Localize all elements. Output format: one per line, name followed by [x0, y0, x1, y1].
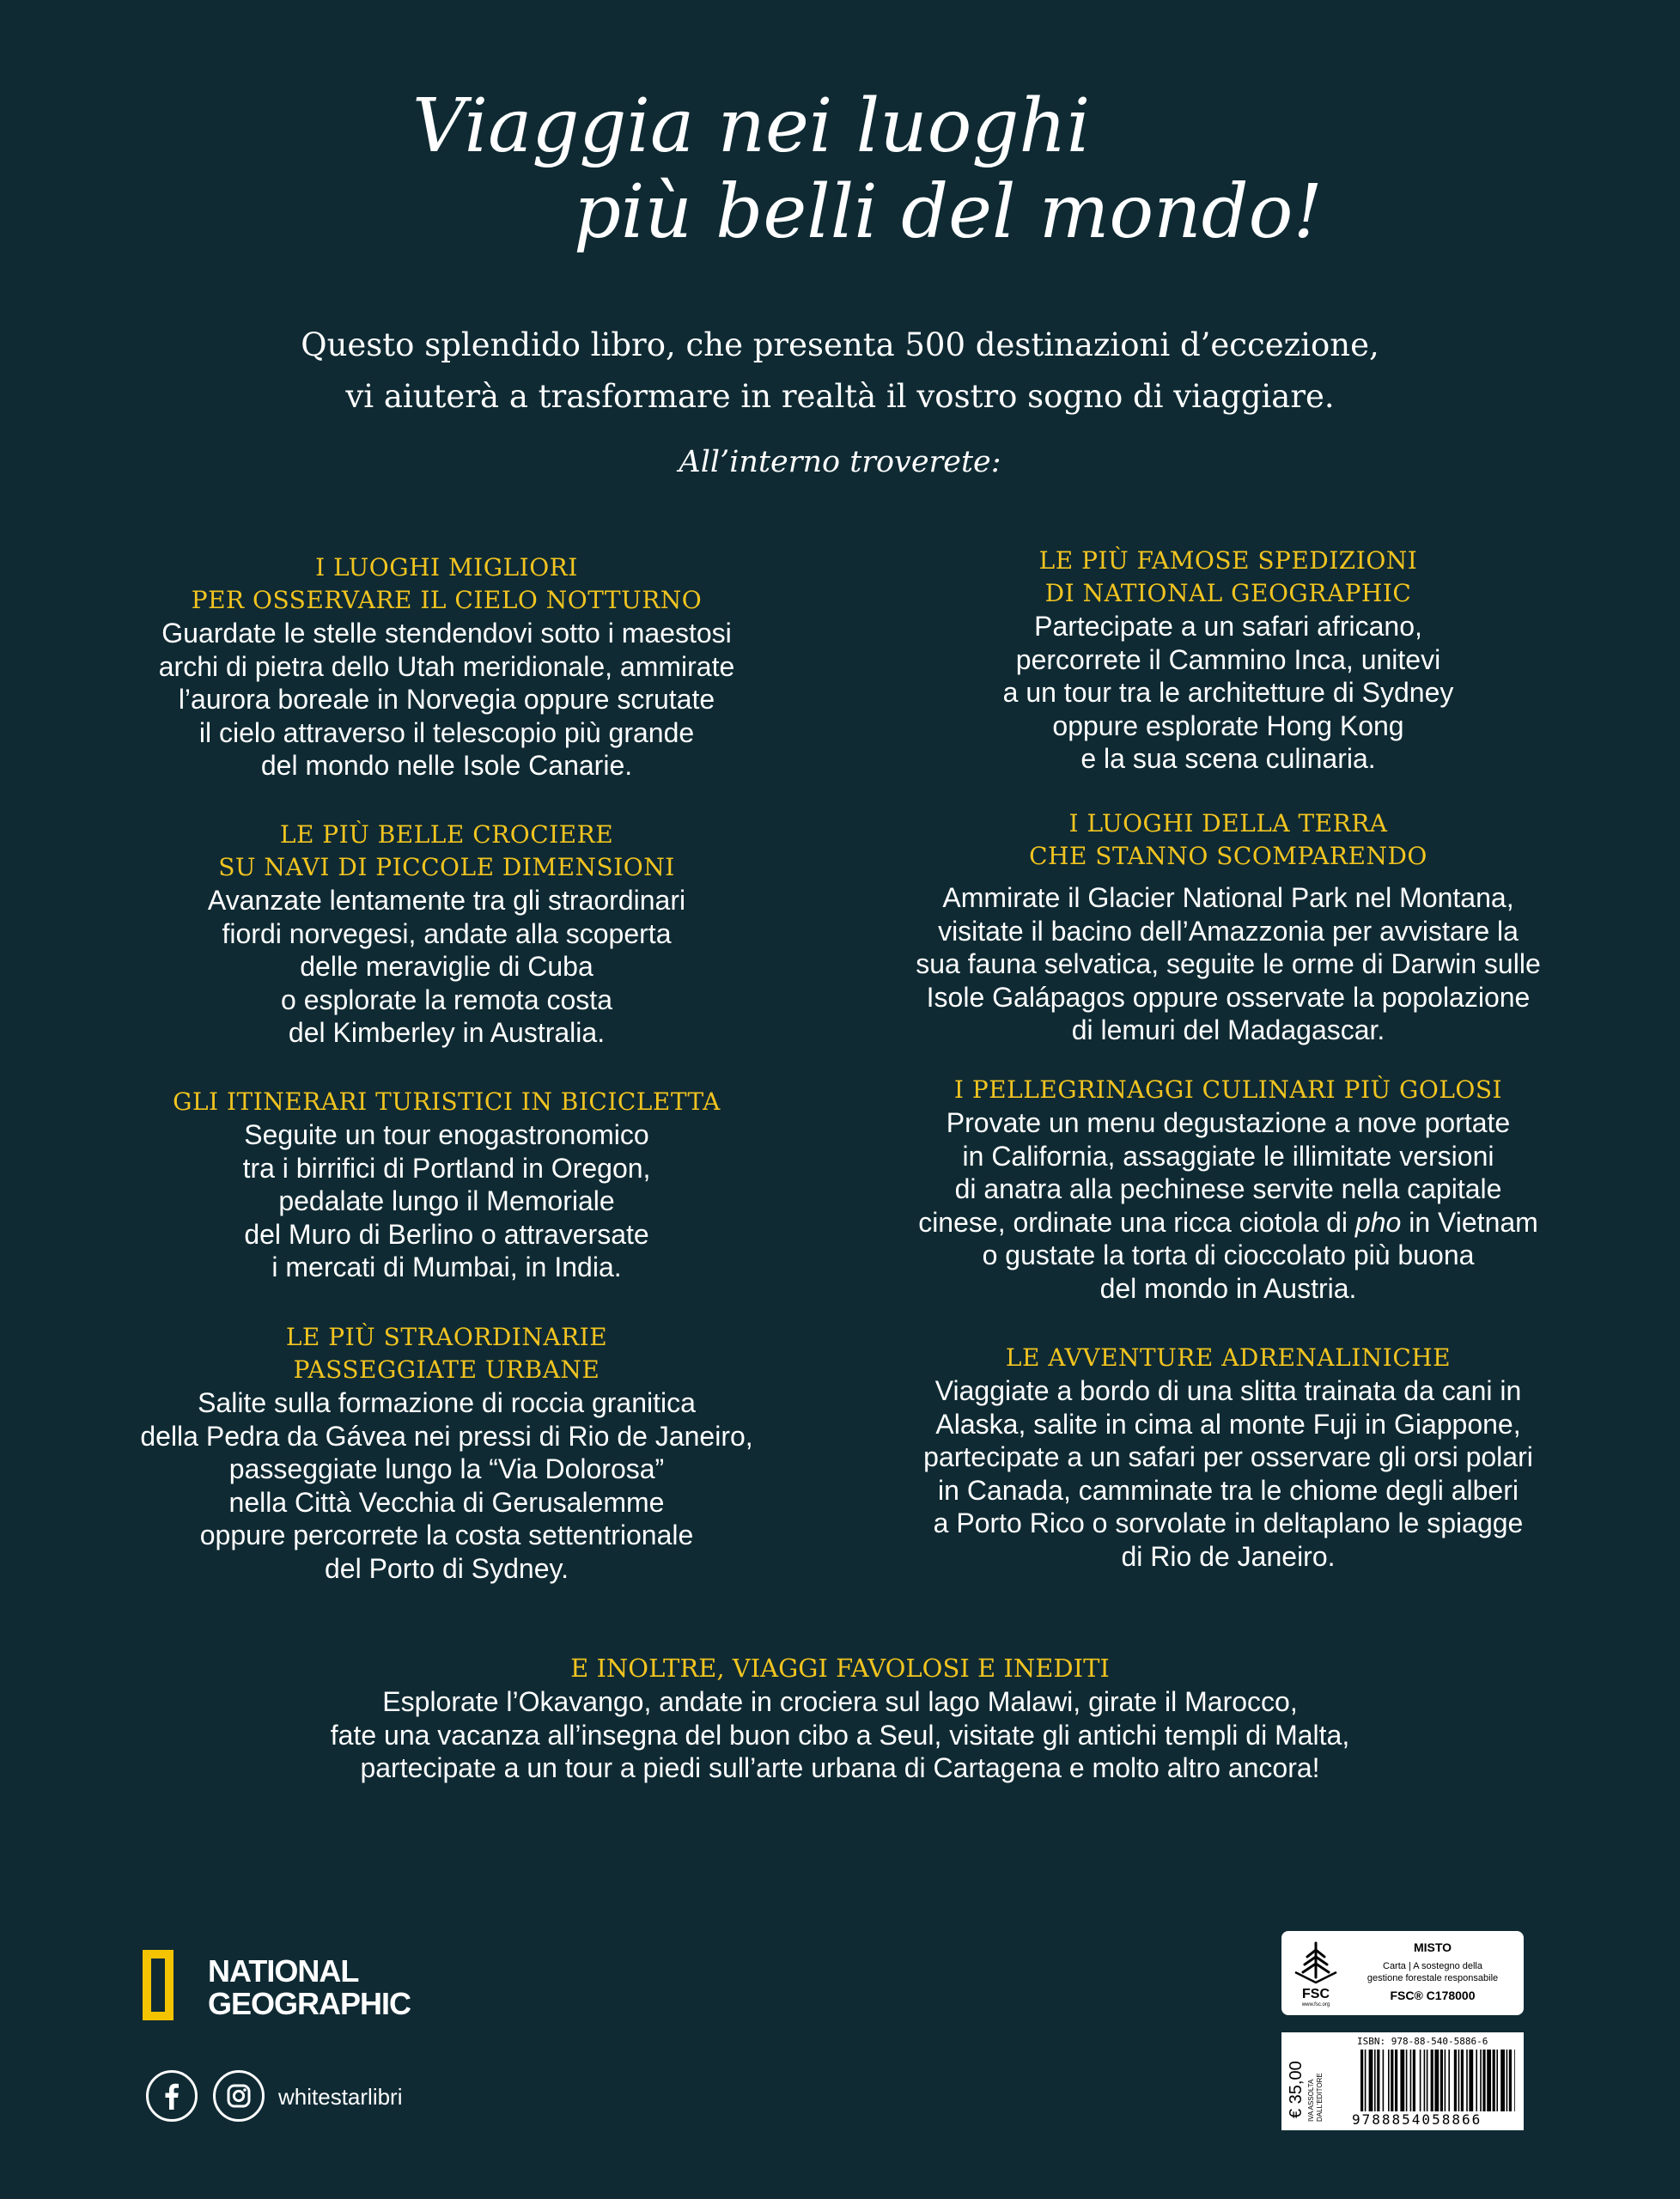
- section-culinary: [867, 1074, 1589, 1305]
- section-title-line: LE PIÙ FAMOSE SPEDIZIONI: [1038, 546, 1418, 575]
- section-title: [86, 1086, 807, 1118]
- barcode-bar: [1431, 2050, 1433, 2111]
- section-title: [86, 551, 807, 617]
- section-body-line: percorrete il Cammino Inca, unitevi: [1015, 643, 1441, 675]
- fsc-site: www.fsc.org: [1301, 2002, 1330, 2007]
- section-title-line: PASSEGGIATE URBANE: [293, 1355, 600, 1384]
- section-body-line: partecipate a un safari per osservare gli orsi polari: [923, 1441, 1533, 1472]
- section-body: [86, 884, 807, 1050]
- fsc-description: [1347, 1960, 1519, 1984]
- section-body-line: partecipate a un tour a piedi sull’arte urbana di Cartagena e molto altro ancora!: [360, 1752, 1320, 1783]
- section-body: [86, 617, 807, 783]
- price-note: [1307, 2039, 1324, 2122]
- section-body-line: a un tour tra le architetture di Sydney: [1002, 677, 1454, 708]
- intro-line-2: vi aiuterà a trasformare in realtà il vostro sogno di viaggiare.: [345, 378, 1335, 415]
- barcode-bar: [1377, 2050, 1379, 2111]
- barcode-bar: [1410, 2050, 1412, 2111]
- section-title-line: LE PIÙ STRAORDINARIE: [285, 1323, 608, 1351]
- section-disappearing: [867, 807, 1589, 1047]
- fsc-misto: MISTO: [1413, 1940, 1452, 1954]
- barcode-bar: [1360, 2050, 1363, 2111]
- section-title-line: I LUOGHI DELLA TERRA: [1068, 809, 1388, 838]
- section-body-line: e la sua scena culinaria.: [1080, 743, 1376, 774]
- section-body-line: del Muro di Berlino o attraversate: [244, 1218, 649, 1250]
- fsc-desc-line: gestione forestale responsabile: [1367, 1973, 1499, 1983]
- section-body: [867, 610, 1589, 776]
- section-body-line: visitate il bacino dell’Amazzonia per avvistare la: [938, 915, 1519, 947]
- section-title: [867, 807, 1589, 873]
- section-body-line: oppure percorrete la costa settentrionale: [199, 1520, 694, 1550]
- section-body-line: Seguite un tour enogastronomico: [244, 1119, 649, 1150]
- section-body-line: il cielo attraverso il telescopio più grande: [198, 716, 695, 748]
- fsc-tree-icon: [1290, 1938, 1342, 2008]
- section-body-line: passeggiate lungo la “Via Dolorosa”: [228, 1453, 665, 1484]
- section-body-line: di anatra alla pechinese servite nella capitale: [954, 1173, 1502, 1204]
- barcode-bar: [1509, 2050, 1512, 2111]
- barcode-bar: [1400, 2050, 1404, 2111]
- section-body-line: Avanzate lentamente tra gli straordinari: [207, 885, 686, 916]
- section-body-line: del mondo in Austria.: [1099, 1272, 1357, 1304]
- section-expeditions: [867, 545, 1589, 776]
- section-body-line: Salite sulla formazione di roccia granitica: [198, 1387, 696, 1418]
- price: € 35,00: [1287, 2061, 1306, 2118]
- section-body-line: archi di pietra dello Utah meridionale, ammirate: [158, 650, 735, 682]
- section-body-line: Viaggiate a bordo di una slitta trainata da cani in: [934, 1375, 1522, 1406]
- section-body-line: cinese, ordinate una ricca ciotola di pho in Vietnam: [918, 1206, 1538, 1238]
- barcode-bar: [1500, 2050, 1505, 2111]
- headline-line-1: Viaggia nei luoghi: [412, 83, 1091, 169]
- barcode-bars: [1360, 2050, 1515, 2111]
- section-body: [867, 1374, 1589, 1573]
- section-body-line: in California, assaggiate le illimitate versioni: [962, 1140, 1494, 1172]
- social-handle[interactable]: whitestarlibri: [278, 2084, 403, 2110]
- section-body-line: pedalate lungo il Memoriale: [278, 1185, 615, 1216]
- yellow-frame-icon: [143, 1950, 173, 2020]
- barcode-bar: [1440, 2050, 1443, 2111]
- barcode-bar: [1424, 2050, 1426, 2111]
- price-note-line: IVA ASSOLTA: [1307, 2079, 1315, 2122]
- fsc-text: [1347, 1940, 1519, 2002]
- barcode-bar: [1391, 2050, 1393, 2111]
- section-body-line: di lemuri del Madagascar.: [1071, 1014, 1385, 1045]
- fsc-desc-line: Carta | A sostegno della: [1383, 1961, 1482, 1971]
- section-urban-walks: [86, 1321, 807, 1585]
- section-body-line: tra i birrifici di Portland in Oregon,: [242, 1152, 651, 1184]
- section-title: E INOLTRE, VIAGGI FAVOLOSI E INEDITI: [570, 1654, 1110, 1683]
- section-body-line: nella Città Vecchia di Gerusalemme: [228, 1486, 665, 1518]
- barcode-bar: [1493, 2050, 1495, 2111]
- section-body-line: in Canada, camminate tra le chiome degli alberi: [938, 1474, 1519, 1506]
- barcode-bar: [1454, 2050, 1457, 2111]
- ean-number: 9788854058866: [1352, 2111, 1482, 2128]
- section-body-line: del Kimberley in Australia.: [288, 1017, 606, 1048]
- barcode-bar: [1369, 2050, 1373, 2111]
- section-body-line: oppure esplorate Hong Kong: [1052, 710, 1404, 741]
- section-body-line: del mondo nelle Isole Canarie.: [260, 750, 633, 781]
- barcode-label: [1281, 2032, 1524, 2130]
- section-title: [86, 1321, 807, 1386]
- fsc-code: FSC® C178000: [1390, 1989, 1476, 2002]
- section-body: [867, 1106, 1589, 1305]
- section-body-line: o esplorate la remota costa: [281, 984, 612, 1015]
- barcode-bar: [1514, 2050, 1515, 2111]
- section-title-line: SU NAVI DI PICCOLE DIMENSIONI: [218, 853, 675, 881]
- barcode-bar: [1496, 2050, 1498, 2111]
- facebook-icon[interactable]: [146, 2070, 198, 2122]
- headline-line-2: più belli del mondo!: [574, 169, 1323, 255]
- section-bicycle: [86, 1086, 807, 1284]
- section-body-line: i mercati di Mumbai, in India.: [271, 1252, 622, 1282]
- barcode-bar: [1395, 2050, 1397, 2111]
- section-body-line: o gustate la torta di cioccolato più buona: [982, 1240, 1475, 1270]
- price-note-line: DALL’EDITORE: [1316, 2073, 1324, 2122]
- logo-wordmark: [208, 1955, 411, 2020]
- section-title-line: LE AVVENTURE ADRENALINICHE: [1005, 1343, 1452, 1372]
- fsc-label: [1281, 1931, 1524, 2015]
- barcode-bar: [1458, 2050, 1460, 2111]
- barcode-bar: [1461, 2050, 1464, 2111]
- instagram-icon[interactable]: [213, 2070, 265, 2122]
- section-cruises: [86, 819, 807, 1050]
- section-title: [86, 819, 807, 884]
- logo-line-2: GEOGRAPHIC: [208, 1986, 411, 2021]
- barcode-bar: [1406, 2050, 1408, 2111]
- section-body-line: delle meraviglie di Cuba: [300, 951, 593, 982]
- section-body-line: della Pedra da Gávea nei pressi di Rio de Janeiro,: [140, 1420, 753, 1452]
- barcode-bar: [1445, 2050, 1446, 2111]
- isbn: ISBN: 978-88-540-5886-6: [1357, 2036, 1488, 2047]
- barcode-bar: [1374, 2050, 1376, 2111]
- section-title-line: LE PIÙ BELLE CROCIERE: [279, 820, 614, 849]
- barcode-bar: [1434, 2050, 1439, 2111]
- barcode-bar: [1365, 2050, 1367, 2111]
- section-body-line: Isole Galápagos oppure osservate la popolazione: [926, 981, 1531, 1013]
- intro-text: [0, 320, 1680, 423]
- barcode-bar: [1413, 2050, 1415, 2111]
- barcode-bar: [1480, 2050, 1482, 2111]
- barcode-bar: [1383, 2050, 1385, 2111]
- section-title: [867, 1074, 1589, 1106]
- section-body-line: del Porto di Sydney.: [324, 1552, 569, 1584]
- section-adventures: [867, 1342, 1589, 1573]
- section-title-line: GLI ITINERARI TURISTICI IN BICICLETTA: [173, 1087, 721, 1116]
- intro-line-1: Questo splendido libro, che presenta 500 destinazioni d’eccezione,: [301, 326, 1379, 363]
- barcode-bar: [1466, 2050, 1468, 2111]
- section-more: [0, 1651, 1680, 1785]
- section-title-line: I PELLEGRINAGGI CULINARI PIÙ GOLOSI: [953, 1075, 1503, 1104]
- section-night-sky: [86, 551, 807, 783]
- section-body-line: a Porto Rico o sorvolate in deltaplano le spiagge: [933, 1508, 1524, 1538]
- inside-label: All’interno troverete:: [679, 445, 1001, 479]
- section-body-line: di Rio de Janeiro.: [1121, 1540, 1336, 1572]
- fsc-logo-text: FSC: [1302, 1987, 1330, 2001]
- barcode-bar: [1420, 2050, 1421, 2111]
- section-body: [86, 1386, 807, 1585]
- section-body-line: fate una vacanza all’insegna del buon cibo a Seul, visitate gli antichi templi di Malta,: [330, 1719, 1350, 1751]
- section-body-line: sua fauna selvatica, seguite le orme di Darwin sulle: [916, 948, 1541, 979]
- section-body-line: Guardate le stelle stendendovi sotto i maestosi: [161, 618, 732, 649]
- logo-line-1: NATIONAL: [208, 1953, 359, 1989]
- section-title-line: I LUOGHI MIGLIORI: [315, 553, 578, 582]
- section-title: [867, 1342, 1589, 1374]
- section-body-line: Ammirate il Glacier National Park nel Montana,: [942, 882, 1514, 913]
- section-body-line: Esplorate l’Okavango, andate in crociera sul lago Malawi, girate il Marocco,: [382, 1686, 1298, 1717]
- section-body-line: fiordi norvegesi, andate alla scoperta: [222, 917, 672, 949]
- barcode-bar: [1487, 2050, 1491, 2111]
- section-body: [86, 1118, 807, 1284]
- section-body: [867, 881, 1589, 1047]
- section-body: [0, 1685, 1680, 1785]
- barcode-bar: [1448, 2050, 1450, 2111]
- dish-name: pho: [1354, 1206, 1402, 1238]
- barcode-bar: [1507, 2050, 1508, 2111]
- barcode-bar: [1427, 2050, 1428, 2111]
- section-body-line: l’aurora boreale in Norvegia oppure scrutate: [178, 684, 715, 715]
- barcode-bar: [1476, 2050, 1477, 2111]
- barcode-bar: [1388, 2050, 1390, 2111]
- section-title-line: PER OSSERVARE IL CIELO NOTTURNO: [191, 586, 703, 614]
- section-title-line: DI NATIONAL GEOGRAPHIC: [1044, 579, 1412, 607]
- section-body-line: Alaska, salite in cima al monte Fuji in Giappone,: [935, 1408, 1521, 1440]
- section-body-line: Partecipate a un safari africano,: [1034, 611, 1422, 642]
- barcode-bar: [1469, 2050, 1473, 2111]
- section-body-line: Provate un menu degustazione a nove portate: [946, 1107, 1511, 1138]
- barcode-bar: [1482, 2050, 1485, 2111]
- section-title: [867, 545, 1589, 610]
- section-title-line: CHE STANNO SCOMPARENDO: [1029, 842, 1427, 870]
